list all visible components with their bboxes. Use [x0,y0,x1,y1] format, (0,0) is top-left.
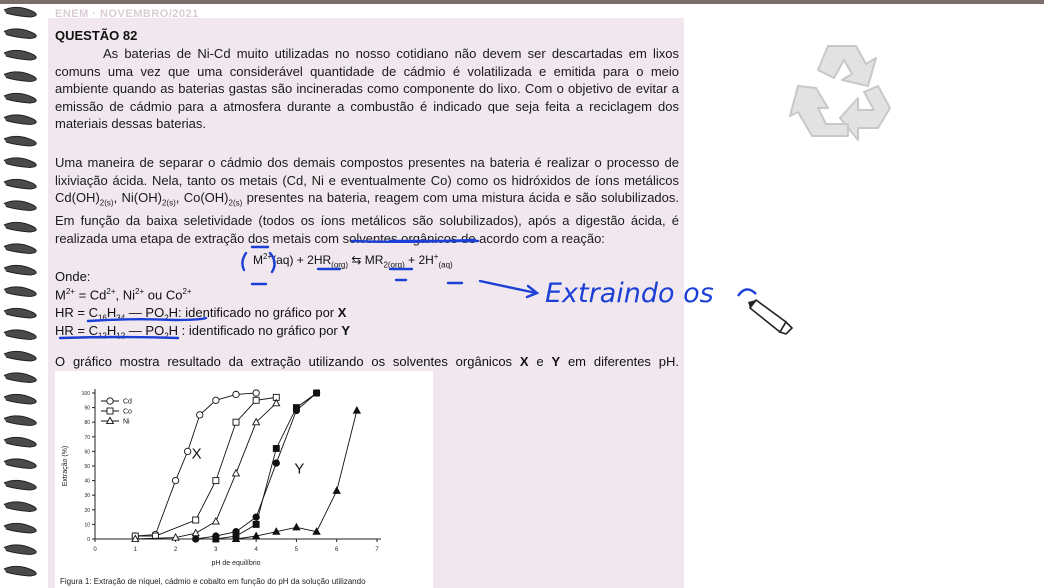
data-point-marker [213,536,219,542]
x-tick-label: 4 [254,547,258,553]
data-point-marker [253,521,259,527]
data-point-marker [353,407,360,413]
y-tick-label: 20 [84,507,90,514]
extraction-chart [55,371,433,588]
group-label-x: X [191,445,202,463]
x-tick-label: 0 [93,547,97,553]
spiral-ring [4,93,36,103]
extraction-chart-panel [55,371,433,588]
data-point-marker [192,530,199,536]
y-tick-label: 50 [84,464,90,470]
spiral-ring [4,244,36,254]
x-tick-label: 2 [173,547,178,553]
x-tick-label: 5 [294,547,299,553]
data-point-marker [273,445,279,451]
spiral-ring [4,523,36,533]
spiral-ring [4,72,36,82]
data-point-marker [253,390,259,396]
y-tick-label: 80 [84,420,90,427]
ink-partial-letter [738,289,756,296]
spiral-ring [4,136,36,146]
spiral-ring [4,222,36,232]
spiral-ring [4,566,36,576]
spiral-ring [4,287,36,297]
y-tick-label: 70 [84,434,90,441]
question-title: QUESTÃO 82 [55,28,138,43]
solvent-x-definition: HR = $C_{16}H_{34}$ — $PO_2H$: identificado no gráfico por X [55,305,347,323]
spiral-ring [4,50,36,60]
data-point-marker [213,478,219,484]
x-tick-label: 1 [133,547,137,553]
y-tick-label: 0 [87,537,90,543]
data-point-marker [197,412,203,418]
metal-definition: $M^{2+} = Cd^{2+}$, $Ni^{2+}$ ou $Co^{2+}$ [55,287,192,303]
spiral-ring [4,7,36,17]
recycle-icon [782,36,902,146]
data-point-marker [107,417,114,423]
y-axis-label: Extração (%) [62,445,69,487]
y-tick-label: 10 [84,522,90,529]
spiral-ring [4,351,36,361]
pen-cursor-icon [748,300,792,334]
x-tick-label: 7 [375,547,379,553]
y-tick-label: 30 [84,493,90,500]
graph-description: O gráfico mostra resultado da extração utilizando os solventes orgânicos X e Y em diferentes pH. [55,354,679,369]
data-point-marker [293,524,300,530]
x-tick-label: 6 [335,547,339,553]
handwritten-annotation-text: Extraindo os [545,278,714,309]
spiral-ring [4,394,36,404]
spiral-ring [4,115,36,125]
data-point-marker [193,536,199,542]
series-line-x-cd [135,393,256,536]
spiral-ring [4,459,36,469]
data-point-marker [233,470,240,476]
spiral-ring [4,330,36,340]
data-point-marker [212,518,219,524]
notebook-spiral-binding [0,4,42,588]
window-top-border [0,0,1044,4]
spiral-ring [4,308,36,318]
data-point-marker [172,477,178,483]
onde-label: Onde: [55,269,91,284]
legend-label: Ni [123,418,130,426]
x-axis-label: pH de equilíbrio [211,560,261,567]
y-tick-label: 60 [84,449,90,456]
spiral-ring [4,29,36,39]
group-label-y: Y [294,460,305,478]
spiral-ring [4,437,36,447]
x-tick-label: 3 [214,547,218,553]
data-point-marker [213,397,219,403]
data-point-marker [107,398,113,404]
figure-caption: Figura 1: Extração de níquel, cádmio e cobalto em função do pH da solução utilizando [60,577,366,586]
data-point-marker [193,517,199,523]
data-point-marker [233,419,239,425]
spiral-ring [4,416,36,426]
chemical-reaction-equation: $M^{2+}(aq) + 2HR_{(org)}$ ⇆ $MR_{2(org)} + 2H^+_{(aq)}$ [253,252,453,270]
y-tick-label: 90 [84,405,90,412]
exam-header-faded: ENEM · NOVEMBRO/2021 [55,8,199,20]
data-point-marker [333,487,340,493]
data-point-marker [253,397,259,403]
data-point-marker [107,408,113,414]
legend-label: Co [123,408,132,416]
legend-label: Cd [123,398,132,406]
spiral-ring [4,179,36,189]
spiral-ring [4,545,36,555]
spiral-ring [4,480,36,490]
y-tick-label: 40 [84,478,90,485]
data-point-marker [314,390,320,396]
data-point-marker [293,405,299,411]
spiral-ring [4,373,36,383]
spiral-ring [4,158,36,168]
spiral-ring [4,502,36,512]
data-point-marker [273,460,279,466]
solvent-y-definition: HR = $C_{12}H_{12}$ — $PO_2H$ : identificado no gráfico por Y [55,323,351,341]
spiral-ring [4,201,36,211]
data-point-marker [233,391,239,397]
data-point-marker [184,448,190,454]
question-paragraph-1: As baterias de Ni-Cd muito utilizadas no nosso cotidiano não devem ser descartadas em lixos comuns uma vez que uma considerável quantidade de cádmio é volatilizada e emitida para o meio ambiente quando as baterias gastas são incineradas como componente do lixo. Com o objetivo de evitar a emissão de cádmio para a atmosfera durante a combustão é indicado que seja feita a reciclagem dos materiais dessas baterias. [55,46,679,132]
y-tick-label: 100 [81,391,90,397]
spiral-ring [4,265,36,275]
question-paragraph-2: Uma maneira de separar o cádmio dos demais compostos presentes na bateria é realizar o processo de lixiviação ácida. Nela, tanto os metais (Cd, Ni e eventualmente Co) como os hidróxidos de íons metálicos $Cd(OH)_{2(s)}$, $Ni(OH)_{2(s)}$, $Co(OH)_{2(s)}$ presentes na bateria, reagem com uma mistura ácida e são solubilizados. Em função da baixa seletividade (todos os íons metálicos são solubilizados), após a digestão ácida, é realizada uma etapa de extração dos metais com solventes orgânicos de acordo com a reação: [55,155,679,246]
